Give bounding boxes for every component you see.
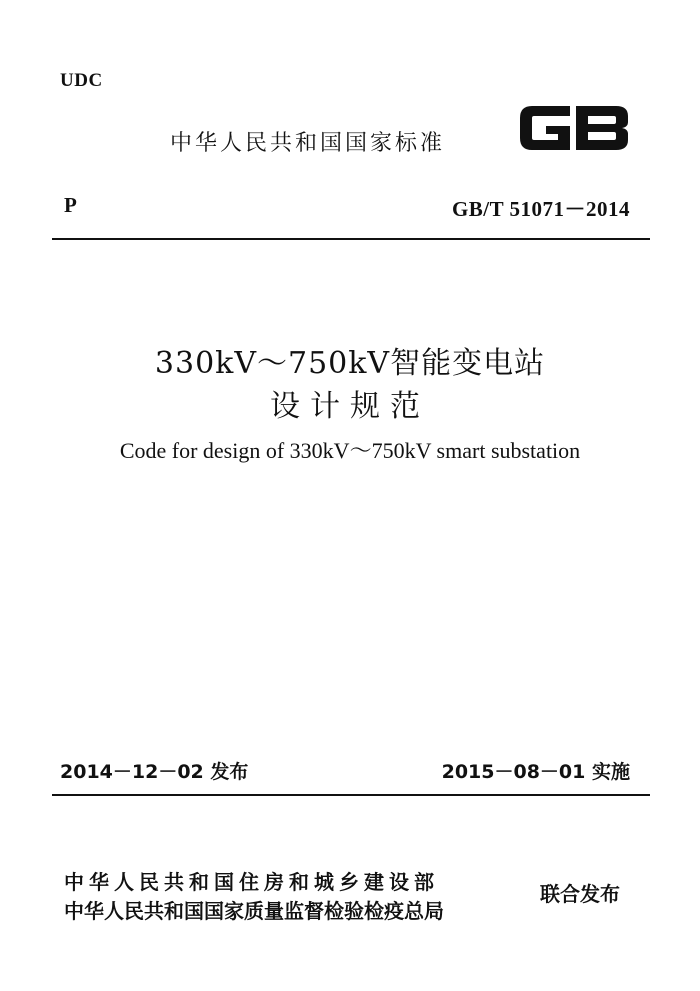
issue-date: 2014－12－02 发布 xyxy=(60,761,249,783)
udc-label: UDC xyxy=(60,70,103,91)
gb-logo-g xyxy=(520,106,570,150)
title-chinese-line1: 330kV～750kV智能变电站 xyxy=(154,346,546,381)
issuer-ministry-housing: 中华人民共和国住房和城乡建设部 xyxy=(64,870,439,894)
gb-logo xyxy=(514,96,634,160)
title-english: Code for design of 330kV～750kV smart substation xyxy=(119,438,581,463)
issuer-aqsiq: 中华人民共和国国家质量监督检验检疫总局 xyxy=(64,899,444,923)
joint-release-label: 联合发布 xyxy=(540,882,620,906)
title-chinese-line2: 设计规范 xyxy=(270,389,430,424)
bottom-divider xyxy=(52,794,650,796)
top-divider xyxy=(52,238,650,240)
implementation-date: 2015－08－01 实施 xyxy=(441,761,630,783)
classification-code: P xyxy=(64,193,77,217)
standard-type: 中华人民共和国国家标准 xyxy=(170,131,446,156)
standard-number: GB/T 51071－2014 xyxy=(451,197,630,221)
gb-logo-b xyxy=(576,106,628,150)
